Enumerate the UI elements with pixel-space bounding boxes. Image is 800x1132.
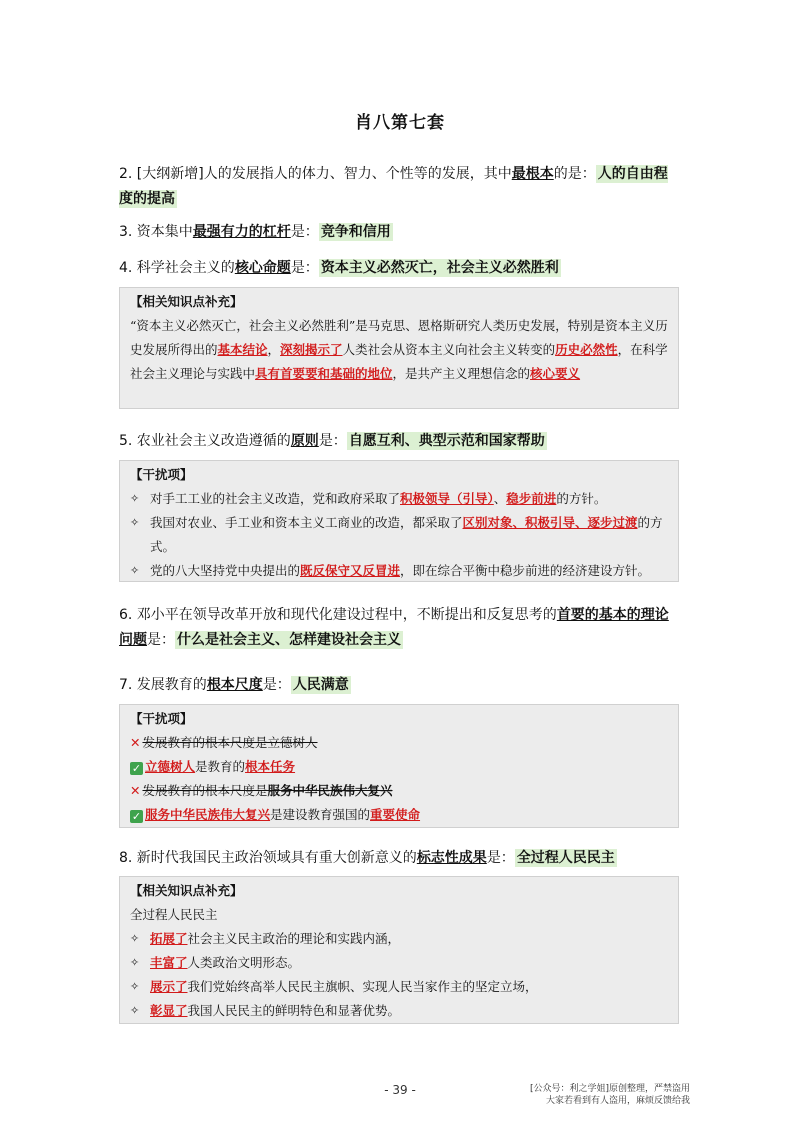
q4-box-e5: 核心要义: [530, 366, 581, 381]
q8-box-lead: 全过程人民民主: [130, 907, 218, 922]
q4-answer: 资本主义必然灭亡，社会主义必然胜利: [320, 260, 559, 276]
q8-mid: 是：: [486, 850, 515, 866]
q7-row-3: [130, 779, 668, 803]
q8-i4-e1: 彰显了: [150, 1003, 188, 1018]
cross-mark-icon: ✕: [130, 783, 141, 798]
q5-i2-e1: 区别对象、积极引导、逐步过渡: [462, 515, 638, 530]
q8-i2-t1: 人类政治文明形态。: [187, 955, 301, 970]
question-2: [119, 162, 679, 212]
q5-i3-t2: ，即在综合平衡中稳步前进的经济建设方针。: [400, 563, 651, 578]
q6-answer: 什么是社会主义、怎样建设社会主义: [177, 632, 401, 648]
diamond-bullet-icon: ✧: [130, 1004, 140, 1017]
footer-note-line-1: [公众号：利之学姐]原创整理，严禁盗用: [529, 1084, 690, 1094]
q8-box-item-3: [130, 975, 668, 999]
q8-i1-t1: 社会主义民主政治的理论和实践内涵，: [187, 931, 401, 946]
q7-r1-text: 发展教育的根本尺度是立德树人: [142, 735, 318, 750]
cross-mark-icon: ✕: [130, 735, 141, 750]
q7-distractor-box: [119, 704, 679, 828]
q5-i1-t1: 对手工工业的社会主义改造，党和政府采取了: [150, 491, 401, 506]
q7-box-header: 【干扰项】: [130, 711, 193, 726]
q8-prefix: 8. 新时代我国民主政治领域具有重大创新意义的: [119, 850, 417, 866]
q4-box-t4: ，在科学社会主义理论与实践中: [130, 342, 668, 381]
q3-mid: 是：: [290, 224, 319, 240]
q5-i2-t2: 的方式。: [150, 515, 663, 554]
q7-r3-s1: 服务中华民族伟大复兴: [267, 783, 393, 798]
q5-i1-t2: 、: [493, 491, 507, 506]
q2-prefix: 2. [大纲新增]人的发展指人的体力、智力、个性等的发展，其中: [119, 166, 512, 182]
diamond-bullet-icon: ✧: [130, 956, 140, 969]
q5-answer: 自愿互利、典型示范和国家帮助: [348, 433, 545, 449]
q3-prefix: 3. 资本集中: [119, 224, 193, 240]
q4-box-text: [130, 314, 668, 386]
q4-box-t3: 人类社会从资本主义向社会主义转变的: [342, 342, 556, 357]
q4-prefix: 4. 科学社会主义的: [119, 260, 235, 276]
q7-row-2: [130, 755, 668, 779]
q4-box-t2: ，: [267, 342, 281, 357]
q5-box-header: 【干扰项】: [130, 467, 193, 482]
q7-r4-e1: 服务中华民族伟大复兴: [145, 807, 271, 822]
q5-i1-e1: 积极领导（引导）: [400, 491, 494, 506]
q4-box-e3: 历史必然性: [555, 342, 618, 357]
q7-r4-e2: 重要使命: [370, 807, 421, 822]
q6-mid: 是：: [147, 632, 175, 648]
q7-r2-e1: 立德树人: [145, 759, 196, 774]
diamond-bullet-icon: ✧: [130, 932, 140, 945]
diamond-bullet-icon: ✧: [130, 492, 140, 505]
q8-i3-e1: 展示了: [150, 979, 188, 994]
page-number: - 39 -: [384, 1083, 416, 1097]
q7-r2-t1: 是教育的: [195, 759, 246, 774]
q3-key: 最强有力的杠杆: [192, 224, 291, 240]
q5-box-item-1: [130, 487, 668, 511]
q4-box-e1: 基本结论: [217, 342, 268, 357]
q4-box-header: 【相关知识点补充】: [130, 294, 243, 309]
q7-mid: 是：: [262, 677, 291, 693]
q7-r4-t1: 是建设教育强国的: [270, 807, 371, 822]
question-4: [119, 256, 679, 281]
q8-key: 标志性成果: [416, 850, 487, 866]
question-7: [119, 673, 679, 698]
q4-box-t5: ，是共产主义理想信念的: [392, 366, 531, 381]
question-8: [119, 846, 679, 871]
q2-answer: 人的自由程度的提高: [119, 166, 668, 207]
footer-copyright-note: [520, 1083, 690, 1107]
q6-prefix: 6. 邓小平在领导改革开放和现代化建设过程中，不断提出和反复思考的: [119, 607, 557, 623]
question-3: [119, 220, 679, 245]
q8-i3-t1: 我们党始终高举人民民主旗帜、实现人民当家作主的坚定立场，: [187, 979, 538, 994]
q7-r2-e2: 根本任务: [245, 759, 296, 774]
q5-i2-t1: 我国对农业、手工业和资本主义工商业的改造，都采取了: [150, 515, 463, 530]
q5-i1-e2: 稳步前进: [506, 491, 557, 506]
diamond-bullet-icon: ✧: [130, 980, 140, 993]
q8-i1-e1: 拓展了: [150, 931, 188, 946]
q8-supplement-box: [119, 876, 679, 1024]
q5-i3-t1: 党的八大坚持党中央提出的: [150, 563, 301, 578]
q8-answer: 全过程人民民主: [516, 850, 615, 866]
q7-r3-t1: 发展教育的根本尺度是: [142, 783, 268, 798]
q4-box-e2: 深刻揭示了: [280, 342, 343, 357]
q5-distractor-box: [119, 460, 679, 582]
q4-mid: 是：: [290, 260, 319, 276]
q5-i1-t3: 的方针。: [556, 491, 607, 506]
q7-prefix: 7. 发展教育的: [119, 677, 207, 693]
diamond-bullet-icon: ✧: [130, 516, 140, 529]
q2-mid: 的是：: [553, 166, 596, 182]
question-6: [119, 603, 679, 653]
q3-answer: 竞争和信用: [320, 224, 391, 240]
q4-box-e4: 具有首要要和基础的地位: [255, 366, 393, 381]
diamond-bullet-icon: ✧: [130, 564, 140, 577]
q8-box-header: 【相关知识点补充】: [130, 883, 243, 898]
check-mark-icon: ✓: [131, 810, 142, 823]
q5-key: 原则: [290, 433, 319, 449]
q8-box-item-2: [130, 951, 668, 975]
q8-box-item-1: [130, 927, 668, 951]
footer-note-line-2: 大家若看到有人盗用，麻烦反馈给我: [545, 1096, 690, 1106]
q8-i2-e1: 丰富了: [150, 955, 188, 970]
q8-i4-t1: 我国人民民主的鲜明特色和显著优势。: [187, 1003, 401, 1018]
q2-key: 最根本: [511, 166, 554, 182]
q5-i3-e1: 既反保守又反冒进: [300, 563, 401, 578]
check-mark-icon: ✓: [131, 762, 142, 775]
q5-box-item-3: [130, 559, 668, 583]
q5-prefix: 5. 农业社会主义改造遵循的: [119, 433, 291, 449]
q7-answer: 人民满意: [292, 677, 349, 693]
page-title: 肖八第七套: [355, 113, 445, 133]
question-5: [119, 429, 679, 454]
q6-key: 首要的基本的理论问题: [119, 607, 669, 648]
q7-row-1: [130, 731, 668, 755]
q8-box-item-4: [130, 999, 668, 1023]
q7-key: 根本尺度: [206, 677, 263, 693]
q4-supplement-box: [119, 287, 679, 409]
q7-row-4: [130, 803, 668, 827]
q5-box-item-2: [130, 511, 668, 559]
q4-key: 核心命题: [234, 260, 291, 276]
q4-box-t1: “资本主义必然灭亡，社会主义必然胜利”是马克思、恩格斯研究人类历史发展，特别是资本主义历史发展所得出的: [130, 318, 668, 357]
q5-mid: 是：: [318, 433, 347, 449]
